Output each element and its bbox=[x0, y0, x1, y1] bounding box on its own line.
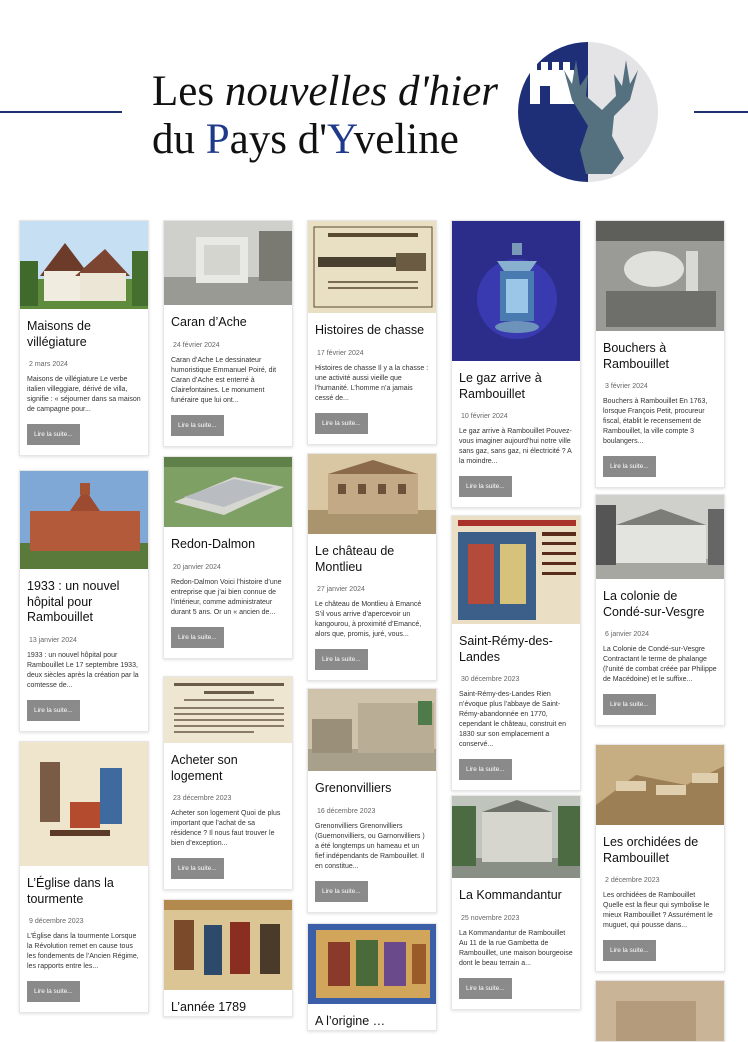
post-card bbox=[451, 220, 581, 508]
read-more-button[interactable]: Lire la suite... bbox=[315, 413, 368, 434]
post-title[interactable]: A l’origine … bbox=[315, 1014, 386, 1028]
post-card bbox=[451, 795, 581, 1010]
post-date: 6 janvier 2024 bbox=[605, 631, 649, 638]
post-thumbnail[interactable] bbox=[596, 495, 725, 579]
post-date: 9 décembre 2023 bbox=[29, 918, 84, 925]
post-excerpt: Redon-Dalmon Voici l’histoire d’une entreprise que j’ai bien connue de l’intérieur, comme administrateur durant 5 ans. Or un « ancien de... bbox=[171, 578, 282, 616]
read-more-button[interactable]: Lire la suite... bbox=[27, 981, 80, 1002]
post-title[interactable]: Le château de Montlieu bbox=[315, 544, 395, 574]
post-card bbox=[163, 899, 293, 1017]
post-date: 10 février 2024 bbox=[461, 413, 508, 420]
post-thumbnail[interactable] bbox=[452, 796, 581, 878]
post-thumbnail[interactable] bbox=[452, 221, 581, 361]
post-title[interactable]: Les orchidées de Rambouillet bbox=[603, 835, 699, 865]
header-rule-left bbox=[0, 111, 122, 113]
post-date: 30 décembre 2023 bbox=[461, 676, 520, 683]
post-title[interactable]: Maisons de villégiature bbox=[27, 319, 91, 349]
post-card bbox=[163, 456, 293, 659]
post-date: 2 décembre 2023 bbox=[605, 877, 660, 884]
post-title[interactable]: La Kommandantur bbox=[459, 888, 562, 902]
stag-and-tower-icon[interactable] bbox=[516, 40, 660, 184]
post-card bbox=[307, 220, 437, 445]
post-date: 25 novembre 2023 bbox=[461, 914, 520, 922]
post-title[interactable]: Acheter son logement bbox=[171, 753, 238, 783]
post-thumbnail[interactable] bbox=[596, 981, 725, 1041]
post-thumbnail[interactable] bbox=[596, 221, 725, 331]
post-excerpt: Caran d’Ache Le dessinateur humoristique Emmanuel Poiré, dit Caran d’Ache est enterré à Clairefontaines. Le monument funéraire que lui ont... bbox=[171, 356, 277, 404]
site-title-line2[interactable]: du Pays d'Yveline bbox=[152, 116, 459, 163]
post-thumbnail[interactable] bbox=[20, 221, 149, 309]
post-date: 2 mars 2024 bbox=[29, 361, 68, 368]
read-more-button[interactable]: Lire la suite... bbox=[27, 700, 80, 721]
read-more-button[interactable]: Lire la suite... bbox=[603, 694, 656, 715]
post-thumbnail[interactable] bbox=[164, 221, 293, 305]
read-more-button[interactable]: Lire la suite... bbox=[603, 456, 656, 477]
post-excerpt: Maisons de villégiature Le verbe italien villeggiare, dérivé de villa, signifie : « séjourner dans sa maison de campagne pour... bbox=[27, 376, 141, 413]
post-card bbox=[595, 744, 725, 972]
post-card bbox=[595, 980, 725, 1042]
read-more-button[interactable]: Lire la suite... bbox=[459, 476, 512, 497]
site-header bbox=[0, 0, 748, 200]
post-date: 13 janvier 2024 bbox=[29, 636, 77, 644]
post-title[interactable]: Redon-Dalmon bbox=[171, 537, 256, 551]
read-more-button[interactable]: Lire la suite... bbox=[459, 978, 512, 999]
post-title[interactable]: Caran d’Ache bbox=[171, 315, 247, 329]
post-title[interactable]: Grenonvilliers bbox=[315, 781, 392, 795]
post-card bbox=[163, 676, 293, 890]
post-card bbox=[19, 741, 149, 1013]
post-excerpt: La Colonie de Condé-sur-Vesgre Contractant le terme de phalange (l’unité de combat créée par Philippe de Macédoine) et le suffixe... bbox=[603, 646, 717, 683]
post-title[interactable]: 1933 : un nouvel hôpital pour Rambouillet bbox=[27, 579, 120, 624]
post-excerpt: Saint-Rémy-des-Landes Rien n’évoque plus l’abbaye de Saint-Rémy-abandonnée en 1770, cependant le château, construit en 1830 sur son emplacement a conservé... bbox=[459, 691, 567, 748]
post-card bbox=[307, 688, 437, 913]
read-more-button[interactable]: Lire la suite... bbox=[171, 415, 224, 436]
read-more-button[interactable]: Lire la suite... bbox=[603, 940, 656, 961]
post-title[interactable]: L’année 1789 bbox=[171, 1000, 247, 1014]
post-thumbnail[interactable] bbox=[308, 221, 437, 313]
post-card bbox=[163, 220, 293, 447]
read-more-button[interactable]: Lire la suite... bbox=[27, 424, 80, 445]
post-card bbox=[307, 923, 437, 1031]
read-more-button[interactable]: Lire la suite... bbox=[171, 858, 224, 879]
post-date: 3 février 2024 bbox=[605, 383, 648, 390]
header-rule-right bbox=[694, 111, 748, 113]
post-card bbox=[451, 515, 581, 791]
site-title-line1[interactable]: Les nouvelles d'hier bbox=[152, 68, 498, 115]
post-date: 16 décembre 2023 bbox=[317, 807, 376, 815]
post-thumbnail[interactable] bbox=[308, 689, 437, 771]
post-thumbnail[interactable] bbox=[596, 745, 725, 825]
read-more-button[interactable]: Lire la suite... bbox=[315, 881, 368, 902]
post-card bbox=[595, 494, 725, 726]
post-excerpt: Histoires de chasse Il y a la chasse : une activité aussi vieille que l’humanité. L’homme n’a jamais cessé de... bbox=[315, 364, 429, 402]
post-card bbox=[19, 470, 149, 732]
post-date: 17 février 2024 bbox=[317, 349, 364, 357]
post-title[interactable]: L’Église dans la tourmente bbox=[27, 876, 114, 906]
post-card bbox=[307, 453, 437, 681]
post-title[interactable]: Bouchers à Rambouillet bbox=[603, 341, 670, 371]
post-title[interactable]: Histoires de chasse bbox=[315, 323, 425, 337]
read-more-button[interactable]: Lire la suite... bbox=[171, 627, 224, 648]
post-excerpt: Le château de Montlieu à Emancé S’il vous arrive d’apercevoir un kangourou, à proximité d’Emancé, alors que, promis, juré, vous... bbox=[315, 601, 422, 638]
post-thumbnail[interactable] bbox=[20, 471, 149, 569]
post-thumbnail[interactable] bbox=[164, 900, 293, 990]
post-excerpt: Acheter son logement Quoi de plus important que l’achat de sa résidence ? Il nous faut trouver le bien d’exception... bbox=[171, 810, 281, 847]
post-date: 24 février 2024 bbox=[173, 341, 220, 349]
post-title[interactable]: La colonie de Condé-sur-Vesgre bbox=[603, 589, 705, 619]
post-title[interactable]: Saint-Rémy-des-Landes bbox=[459, 634, 553, 664]
post-card bbox=[595, 220, 725, 488]
post-thumbnail[interactable] bbox=[164, 457, 293, 527]
post-date: 23 décembre 2023 bbox=[173, 795, 232, 802]
post-date: 20 janvier 2024 bbox=[173, 563, 221, 571]
post-card bbox=[19, 220, 149, 456]
read-more-button[interactable]: Lire la suite... bbox=[315, 649, 368, 670]
post-thumbnail[interactable] bbox=[452, 516, 581, 624]
post-title[interactable]: Le gaz arrive à Rambouillet bbox=[459, 371, 542, 401]
post-excerpt: L’Église dans la tourmente Lorsque la Révolution remet en cause tous les fondements de l’Ancien Régime, les rapports entre les... bbox=[27, 933, 139, 970]
post-thumbnail[interactable] bbox=[164, 677, 293, 743]
post-thumbnail[interactable] bbox=[308, 454, 437, 534]
post-excerpt: La Kommandantur de Rambouillet Au 11 de la rue Gambetta de Rambouillet, une maison bourgeoise dont le beau terrain a... bbox=[459, 929, 573, 967]
post-excerpt: 1933 : un nouvel hôpital pour Rambouillet Le 17 septembre 1933, deux siècles après la création par la comtesse de... bbox=[27, 651, 139, 689]
post-excerpt: Les orchidées de Rambouillet Quelle est la fleur qui symbolise le mieux Rambouillet ? Assurément le muguet, qui pousse dans... bbox=[603, 892, 713, 929]
post-excerpt: Bouchers à Rambouillet En 1763, lorsque François Petit, procureur fiscal, établit le recensement de Rambouillet, la ville compte 3 boulangers... bbox=[603, 398, 708, 445]
post-excerpt: Grenonvilliers Grenonvilliers (Guernonvilliers, ou Garnonvilliers ) a été longtemps un hameau et un fief indépendants de Rambouillet. Il en constitue... bbox=[315, 822, 425, 870]
post-thumbnail[interactable] bbox=[308, 924, 437, 1004]
read-more-button[interactable]: Lire la suite... bbox=[459, 759, 512, 780]
post-date: 27 janvier 2024 bbox=[317, 586, 365, 593]
post-excerpt: Le gaz arrive à Rambouillet Pouvez-vous imaginer aujourd’hui notre ville sans gaz, sans gaz, ni électricité ? A la moindre... bbox=[459, 428, 572, 465]
post-thumbnail[interactable] bbox=[20, 742, 149, 866]
